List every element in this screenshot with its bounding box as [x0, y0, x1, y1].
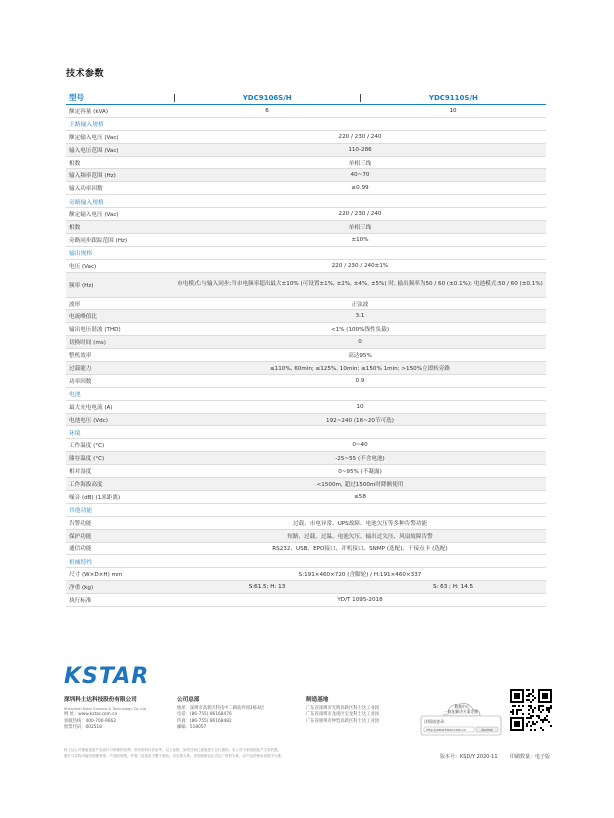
- table-row: [66, 543, 546, 556]
- widget-title: 数据中心: [454, 704, 470, 709]
- table-row: [66, 414, 546, 427]
- row-label: 相对湿度: [69, 469, 92, 476]
- table-row: [66, 439, 546, 452]
- hq-line: 电话：(86-755) 86168476: [177, 712, 232, 718]
- row-label: 电流峰值比: [69, 314, 97, 321]
- table-row: [66, 401, 546, 414]
- section-heading: 电池: [66, 388, 546, 401]
- company-name-cn: 深圳科士达科技股份有限公司: [64, 697, 137, 703]
- section-heading: 主路输入规格: [66, 118, 546, 131]
- row-value: 短路、过载、过温、电池欠压、输出过欠压、风扇故障告警: [287, 533, 433, 540]
- spec-table: [66, 91, 546, 607]
- header-model-label: 型号: [69, 93, 84, 102]
- headquarters-title: 公司总部: [177, 697, 200, 703]
- row-label: 输入频率范围 (Hz): [69, 173, 116, 180]
- row-value: 单相三线: [348, 160, 372, 167]
- row-label: 额定输入电压 (Vac): [69, 134, 119, 141]
- company-stock-code: 股票代码：002518: [64, 725, 102, 731]
- row-value: 过载、市电异常、UPS故障、电池欠压等多种告警功能: [292, 520, 428, 527]
- hq-line: 地址：深圳市高新区科技中二路软件园1栋4层: [177, 705, 265, 711]
- table-row: [66, 208, 546, 221]
- row-value: 220 / 230 / 240: [338, 133, 382, 140]
- row-value: <1% (100%线性负载): [330, 327, 390, 334]
- qr-code: [510, 689, 552, 731]
- hq-line: 邮编：518057: [177, 725, 207, 731]
- mfg-line: 广东省深圳市龙岗区宝龙科士达工业园: [306, 712, 380, 718]
- row-label: 相数: [69, 160, 81, 167]
- row-value: ≥0.99: [351, 185, 369, 192]
- row-label: 电压 (Vac): [69, 263, 97, 270]
- row-value: 高达95%: [348, 353, 372, 360]
- row-label: 执行标准: [69, 598, 92, 604]
- table-row: [66, 362, 546, 375]
- row-value: 220 / 230 / 240: [338, 211, 382, 218]
- table-row: [66, 349, 546, 362]
- row-value: 10: [356, 403, 364, 410]
- table-row: [66, 594, 546, 607]
- company-hotline: 客服热线：400-700-9662: [64, 718, 116, 724]
- row-value: 市电模式:与输入同步;当市电频率超出最大±10% (可设置±1%, ±2%, ±4%, ±5%) 时, 输出频率为50 / 60 (±0.1%); 电池模式:50 / 60 (±0.1%): [177, 281, 543, 288]
- table-row: [66, 182, 546, 195]
- table-row: [66, 465, 546, 478]
- mfg-line: 广东省惠州市仲恺高新区科士达工业园: [306, 718, 380, 724]
- table-row: [66, 517, 546, 530]
- kstar-logo: KSTAR: [64, 664, 150, 689]
- row-value: 220 / 230 / 240±1%: [331, 262, 389, 269]
- manufacturing-info: [306, 697, 379, 725]
- row-value-b: 10: [449, 107, 457, 114]
- row-value: 40~70: [350, 172, 370, 179]
- row-label: 通信功能: [69, 546, 92, 553]
- table-row: [66, 530, 546, 543]
- table-row: [66, 491, 546, 504]
- row-value: 0~95% (不凝露): [338, 469, 382, 476]
- print-quantity: 印刷数量：电子版: [510, 754, 551, 760]
- table-row: [66, 298, 546, 311]
- row-value: 0: [358, 339, 362, 346]
- table-row: [66, 375, 546, 388]
- row-label: 输入电压范围 (Vac): [69, 147, 119, 154]
- widget-url[interactable]: http://www.kstar.com.cn: [426, 727, 466, 732]
- row-value: 0~40: [352, 442, 368, 449]
- row-label: 频率 (Hz): [69, 282, 94, 289]
- legal-notice: [64, 748, 364, 759]
- row-label: 电池电压 (Vdc): [69, 417, 108, 424]
- row-label: 噪音 (dB) (1米距离): [69, 494, 121, 501]
- row-value-a: 6: [265, 107, 269, 114]
- row-label: 输入功率因数: [69, 186, 103, 193]
- row-value: 110-286: [348, 146, 372, 153]
- row-label: 保护功能: [69, 533, 92, 540]
- company-name-en: Shenzhen Kstar Science & Technology Co.,Ltd: [64, 706, 147, 711]
- row-value: YD/T 1095-2018: [337, 597, 383, 603]
- row-label: 整机效率: [69, 353, 92, 360]
- row-value-b: S: 63 ; H: 14.5: [432, 584, 474, 591]
- manufacturing-title: 制造基地: [306, 697, 329, 703]
- section-heading: 旁路输入规格: [66, 195, 546, 208]
- row-value: 192~240 (16~20节可选): [326, 417, 394, 424]
- row-label: 过载能力: [69, 365, 92, 372]
- row-value: -25~55 (不含电池): [335, 456, 385, 463]
- row-label: 旁路同步跟踪范围 (Hz): [69, 237, 128, 244]
- table-row: [66, 234, 546, 247]
- row-label: 最大充电电流 (A): [69, 404, 113, 411]
- row-label: 输出电压谐波 (THD): [69, 327, 121, 334]
- row-value: ≤58: [354, 493, 366, 500]
- row-value: 正弦波: [351, 301, 369, 308]
- widget-access-button[interactable]: Access: [481, 727, 493, 732]
- table-row: [66, 157, 546, 170]
- table-row: [66, 105, 546, 118]
- row-label: 尺寸 (W×D×H) mm: [69, 572, 123, 579]
- row-label: 波形: [69, 301, 81, 308]
- table-row: [66, 131, 546, 144]
- mfg-line: 广东省深圳市光明高新区科士达工业园: [306, 705, 380, 711]
- row-label: 净重 (kg): [69, 585, 94, 592]
- row-label: 告警功能: [69, 520, 92, 527]
- row-value: <1500m, 超过1500m时降额使用: [316, 481, 404, 488]
- row-value: 0.9: [355, 377, 365, 384]
- datacenter-widget: [420, 700, 502, 736]
- table-row: [66, 144, 546, 157]
- row-label: 功率因数: [69, 378, 92, 385]
- table-row: [66, 581, 546, 594]
- section-heading: 其他功能: [66, 504, 546, 517]
- legal-line: 图片与实物可能有细微差别，产品的规格、外观（包括但不限于颜色）以实物为准。详细规格以正式出厂资料为准，以产品的使用说明书为准。: [64, 753, 285, 758]
- row-label: 工作海拔高度: [69, 481, 103, 488]
- header-model-a: YDC9106S/H: [242, 93, 292, 102]
- company-info: [64, 697, 146, 732]
- widget-subtitle: 一体化解决方案定制: [443, 709, 479, 714]
- table-row: [66, 221, 546, 234]
- row-label: 相数: [69, 224, 81, 231]
- row-label: 储存温度 (°C): [69, 456, 105, 463]
- row-value: ±10%: [351, 236, 369, 243]
- table-row: [66, 568, 546, 581]
- legal-line: 科士达公司保留更改产品设计与规格的权利，所有资料仅供参考。以上参数，如有任何已更改恕不另行通知；本公司不承担因此产生的后果。: [64, 748, 281, 752]
- table-row: [66, 323, 546, 336]
- row-label: 工作温度 (°C): [69, 443, 105, 450]
- table-row: [66, 260, 546, 273]
- table-header: [66, 91, 546, 105]
- hq-line: 传真：(86-755) 86168482: [177, 718, 232, 724]
- row-value: ≤110%, 60min; ≤125%, 10min; ≤150% 1min; >150%立即转旁路: [269, 365, 450, 372]
- row-label: 切换时间 (ms): [69, 340, 106, 347]
- table-row: [66, 452, 546, 465]
- table-row: [66, 169, 546, 182]
- row-label: 额定输入电压 (Vac): [69, 212, 119, 219]
- table-row: [66, 273, 546, 298]
- headquarters-info: [177, 697, 264, 732]
- version-number: 版本号：KSD/Y 2020-11: [440, 754, 498, 760]
- header-model-b: YDC9110S/H: [428, 93, 478, 102]
- row-value-a: S:61.5; H: 13: [248, 584, 286, 591]
- table-row: [66, 310, 546, 323]
- table-row: [66, 478, 546, 491]
- page-title: 技术参数: [66, 69, 105, 79]
- table-row: [66, 336, 546, 349]
- row-value: RS232、USB、EPO接口、并机接口、SNMP (选配)、干接点卡 (选配): [272, 546, 448, 553]
- section-heading: 环境: [66, 426, 546, 439]
- section-heading: 机械特性: [66, 555, 546, 568]
- section-heading: 输出规格: [66, 247, 546, 260]
- row-value: 3:1: [355, 313, 365, 320]
- row-value: 单相三线: [348, 224, 372, 231]
- row-value: S:191×460×720 (含脚轮) / H:191×460×337: [298, 572, 422, 579]
- row-label: 额定容量 (kVA): [69, 108, 109, 115]
- company-website[interactable]: 网 址：www.kstar.com.cn: [64, 712, 118, 718]
- widget-login-label: 详情请登录：: [424, 719, 448, 724]
